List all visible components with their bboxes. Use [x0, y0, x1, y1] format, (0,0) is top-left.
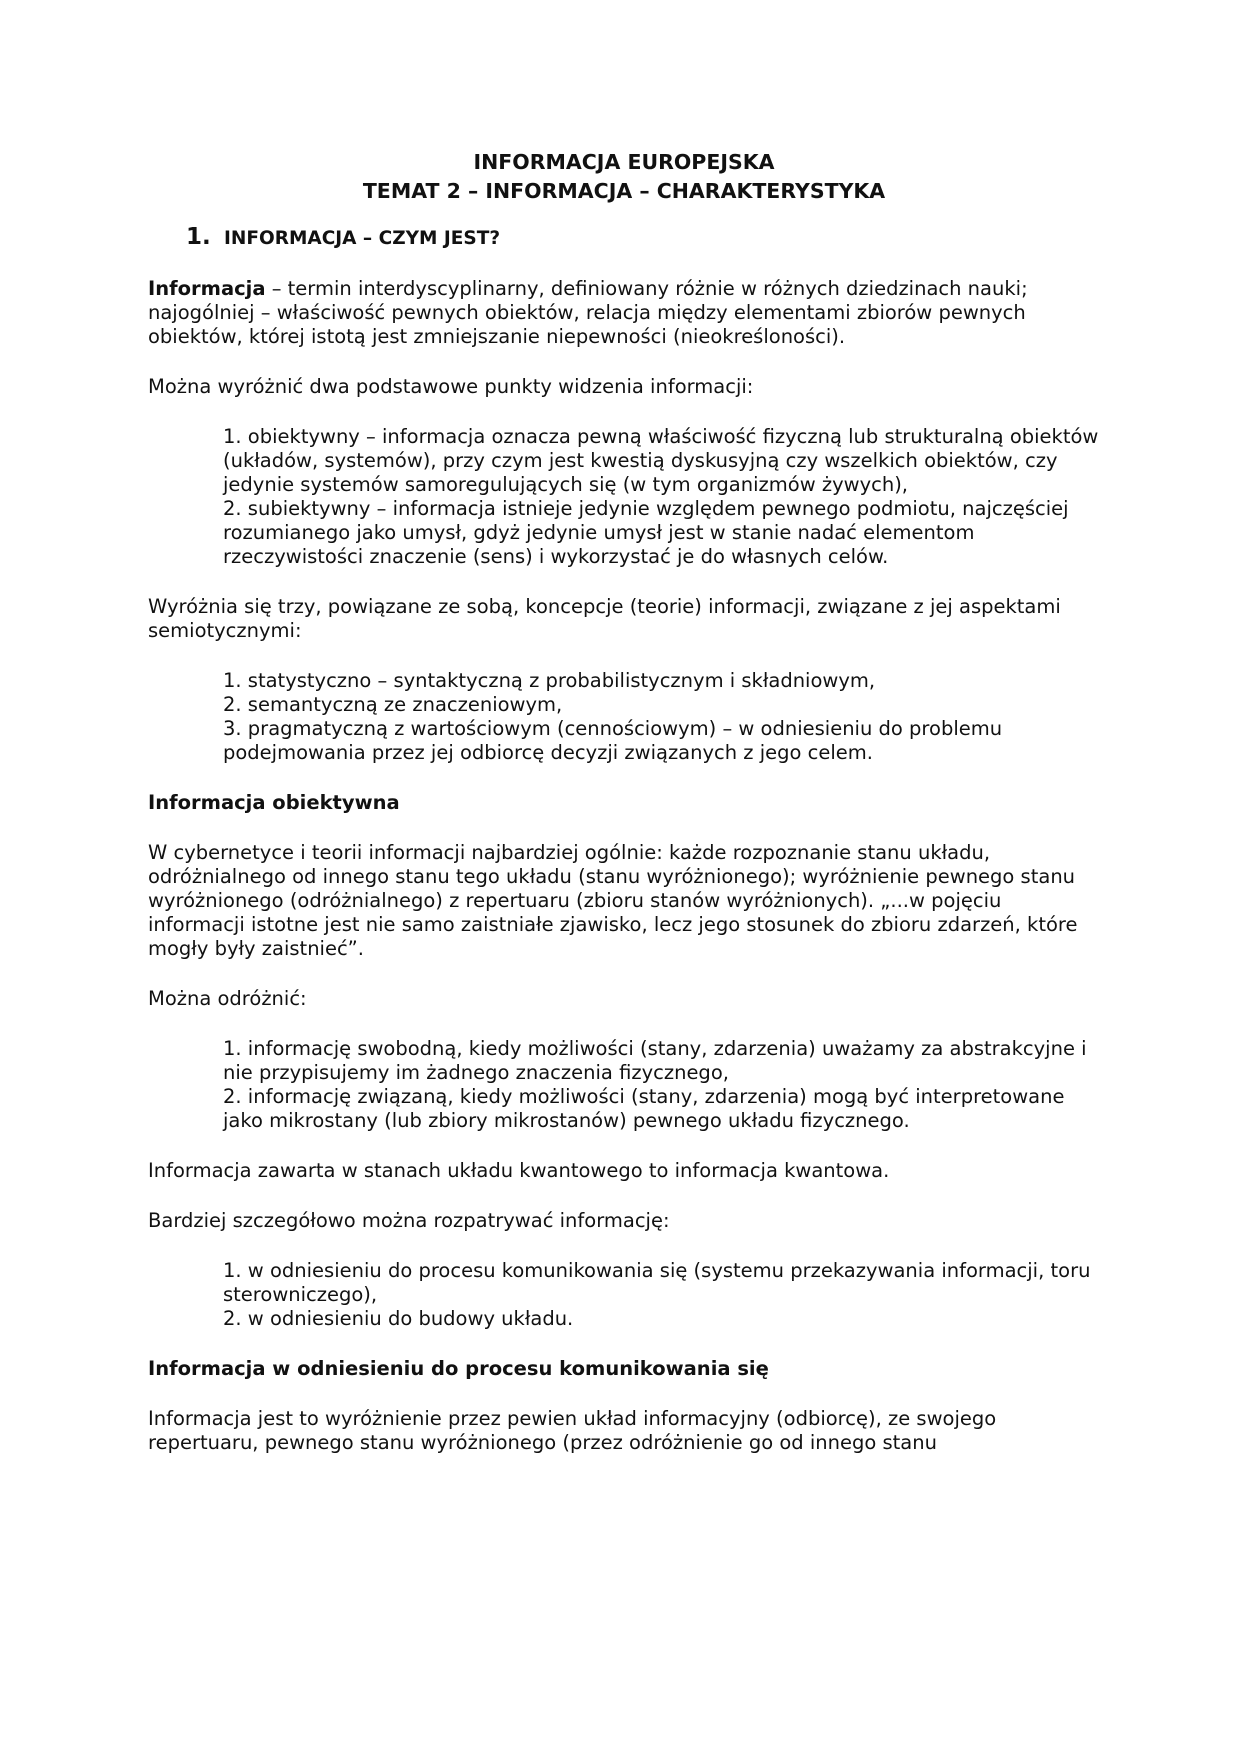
list-item: 1. statystyczno – syntaktyczną z probabilistycznym i składniowym,: [223, 669, 876, 692]
viewpoints-list: [223, 425, 1100, 569]
list-item: 3. pragmatyczną z wartościowym (cennościowym) – w odniesieniu do problemu podejmowania przez jej odbiorcę decyzji związanych z jego celem.: [223, 717, 1003, 764]
detail-intro: Bardziej szczegółowo można rozpatrywać informację:: [148, 1209, 670, 1232]
distinguish-list: [223, 1037, 1100, 1133]
subheading-objective: Informacja obiektywna: [148, 791, 400, 814]
distinguish-intro: Można odróżnić:: [148, 987, 307, 1010]
list-item: 1. informację swobodną, kiedy możliwości (stany, zdarzenia) uważamy za abstrakcyjne i nie przypisujemy im żadnego znaczenia fizycznego,: [223, 1037, 1087, 1084]
list-item: 2. w odniesieniu do budowy układu.: [223, 1307, 574, 1330]
list-item: 1. obiektywny – informacja oznacza pewną właściwość fizyczną lub strukturalną obiektów (układów, systemów), przy czym jest kwestią dyskusyjną czy wszelkich obiektów, czy jedynie systemów samoregulujących się (w tym organizmów żywych),: [223, 425, 1099, 496]
cybernetics-paragraph: W cybernetyce i teorii informacji najbardziej ogólnie: każde rozpoznanie stanu układu, odróżnialnego od innego stanu tego układu (stanu wyróżnionego); wyróżnienie pewnego stanu wyróżnionego (odróżnialnego) z repertuaru (zbioru stanów wyróżnionych). „...w pojęciu informacji istotne jest nie samo zaistniałe zjawisko, lecz jego stosunek do zbioru zdarzeń, które mogły były zaistnieć”.: [148, 841, 1078, 960]
list-item: 2. subiektywny – informacja istnieje jedynie względem pewnego podmiotu, najczęściej rozumianego jako umysł, gdyż jedynie umysł jest w stanie nadać elementom rzeczywistości znaczenie (sens) i wykorzystać je do własnych celów.: [223, 497, 1069, 568]
detail-list: [223, 1259, 1100, 1331]
concepts-list: [223, 669, 1100, 765]
section-heading: [186, 225, 1100, 251]
quantum-paragraph: Informacja zawarta w stanach układu kwantowego to informacja kwantowa.: [148, 1159, 890, 1182]
section-title: INFORMACJA – CZYM JEST?: [224, 228, 501, 249]
viewpoints-intro: Można wyróżnić dwa podstawowe punkty widzenia informacji:: [148, 375, 754, 398]
document-title-line2: TEMAT 2 – INFORMACJA – CHARAKTERYSTYKA: [362, 179, 886, 203]
definition-paragraph: [148, 277, 1100, 349]
communication-paragraph: Informacja jest to wyróżnienie przez pewien układ informacyjny (odbiorcę), ze swojego repertuaru, pewnego stanu wyróżnionego (przez odróżnienie go od innego stanu: [148, 1407, 997, 1454]
definition-text: – termin interdyscyplinarny, definiowany różnie w różnych dziedzinach nauki; najogólniej – właściwość pewnych obiektów, relacja między elementami zbiorów pewnych obiektów, której istotą jest zmniejszanie niepewności (nieokreśloności).: [148, 277, 1028, 348]
list-item: 2. semantyczną ze znaczeniowym,: [223, 693, 563, 716]
document-title-line1: INFORMACJA EUROPEJSKA: [473, 150, 775, 174]
section-number: 1.: [186, 224, 211, 250]
list-item: 1. w odniesieniu do procesu komunikowania się (systemu przekazywania informacji, toru sterowniczego),: [223, 1259, 1091, 1306]
list-item: 2. informację związaną, kiedy możliwości (stany, zdarzenia) mogą być interpretowane jako mikrostany (lub zbiory mikrostanów) pewnego układu fizycznego.: [223, 1085, 1065, 1132]
concepts-intro: Wyróżnia się trzy, powiązane ze sobą, koncepcje (teorie) informacji, związane z jej aspektami semiotycznymi:: [148, 595, 1061, 642]
subheading-communication: Informacja w odniesieniu do procesu komunikowania się: [148, 1357, 769, 1380]
document-page: [148, 148, 1100, 1455]
definition-term: Informacja: [148, 277, 266, 300]
